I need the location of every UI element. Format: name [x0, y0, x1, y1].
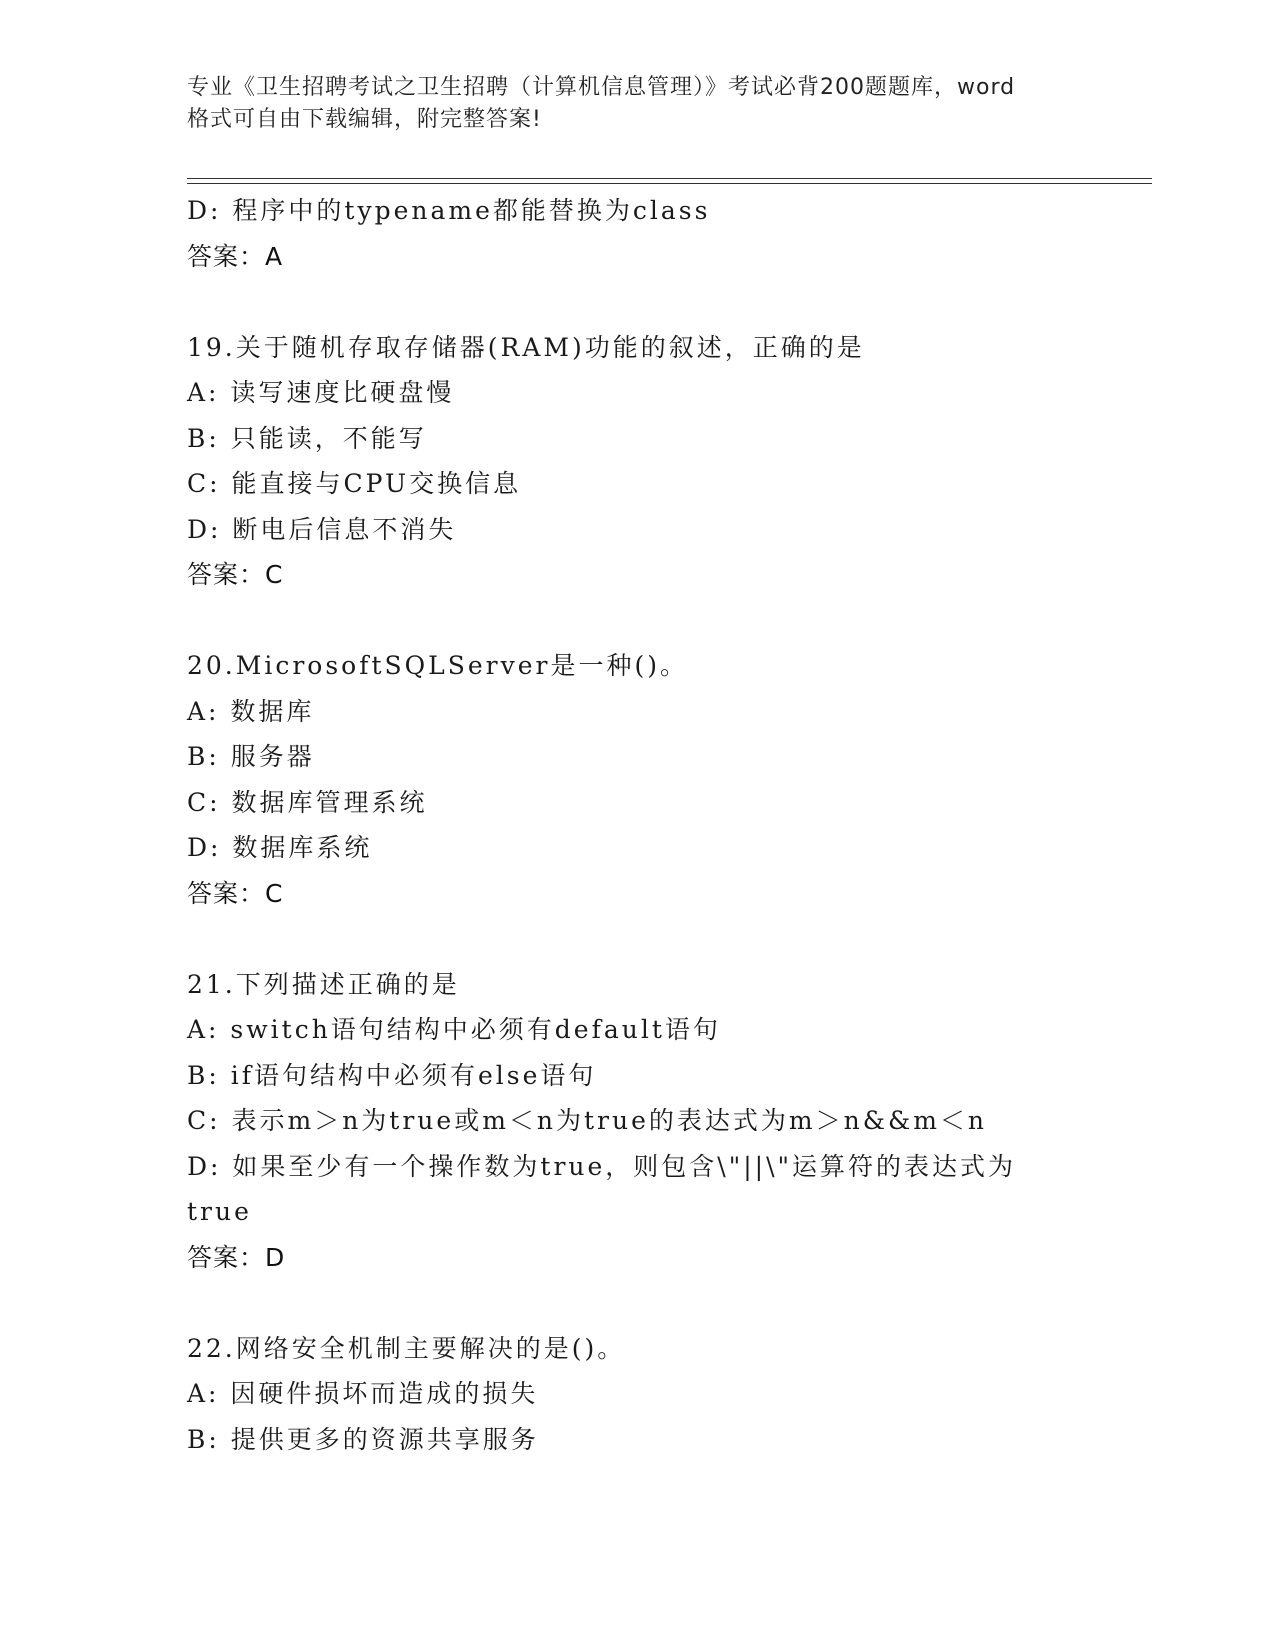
spacer: [187, 598, 1087, 644]
q21-option-b: B: if语句结构中必须有else语句: [187, 1060, 597, 1090]
header-divider-bottom: [187, 183, 1152, 184]
q19-option-d: D: 断电后信息不消失: [187, 514, 457, 544]
q20-option-c: C: 数据库管理系统: [187, 787, 428, 817]
q19-question: 19.关于随机存取存储器(RAM)功能的叙述，正确的是: [187, 332, 865, 362]
spacer: [187, 279, 1087, 325]
q21-option-d-line-2: true: [187, 1197, 252, 1226]
header-title-line-1: 专业《卫生招聘考试之卫生招聘（计算机信息管理）》考试必背200题题库，word: [187, 75, 1016, 100]
q22-option-b: B: 提供更多的资源共享服务: [187, 1424, 539, 1454]
q21-option-c: C: 表示m＞n为true或m＜n为true的表达式为m＞n&&m＜n: [187, 1106, 988, 1135]
question-list: [187, 188, 1087, 1462]
q22-option-a: A: 因硬件损坏而造成的损失: [187, 1379, 539, 1408]
q19-option-c: C: 能直接与CPU交换信息: [187, 469, 522, 498]
q18-answer: 答案：A: [187, 241, 284, 271]
document-header: [187, 72, 1087, 136]
q20-option-a: A: 数据库: [187, 696, 315, 726]
q21-answer: 答案：D: [187, 1242, 286, 1272]
q18-option-d: D: 程序中的typename都能替换为class: [187, 196, 711, 225]
header-divider-top: [187, 178, 1152, 179]
q19-option-a: A: 读写速度比硬盘慢: [187, 378, 455, 407]
spacer: [187, 916, 1087, 962]
spacer: [187, 1280, 1087, 1326]
q19-option-b: B: 只能读，不能写: [187, 423, 427, 453]
q20-option-b: B: 服务器: [187, 742, 315, 771]
header-title-line-2: 格式可自由下载编辑，附完整答案!: [187, 107, 542, 132]
q20-question: 20.MicrosoftSQLServer是一种()。: [187, 651, 689, 680]
q19-answer: 答案：C: [187, 560, 284, 589]
q21-option-a: A: switch语句结构中必须有default语句: [187, 1015, 721, 1044]
q21-question: 21.下列描述正确的是: [187, 969, 460, 999]
q20-answer: 答案：C: [187, 878, 284, 908]
q22-question: 22.网络安全机制主要解决的是()。: [187, 1333, 626, 1363]
q21-option-d-line-1: D: 如果至少有一个操作数为true，则包含\"||\"运算符的表达式为: [187, 1151, 1016, 1181]
q20-option-d: D: 数据库系统: [187, 833, 373, 862]
